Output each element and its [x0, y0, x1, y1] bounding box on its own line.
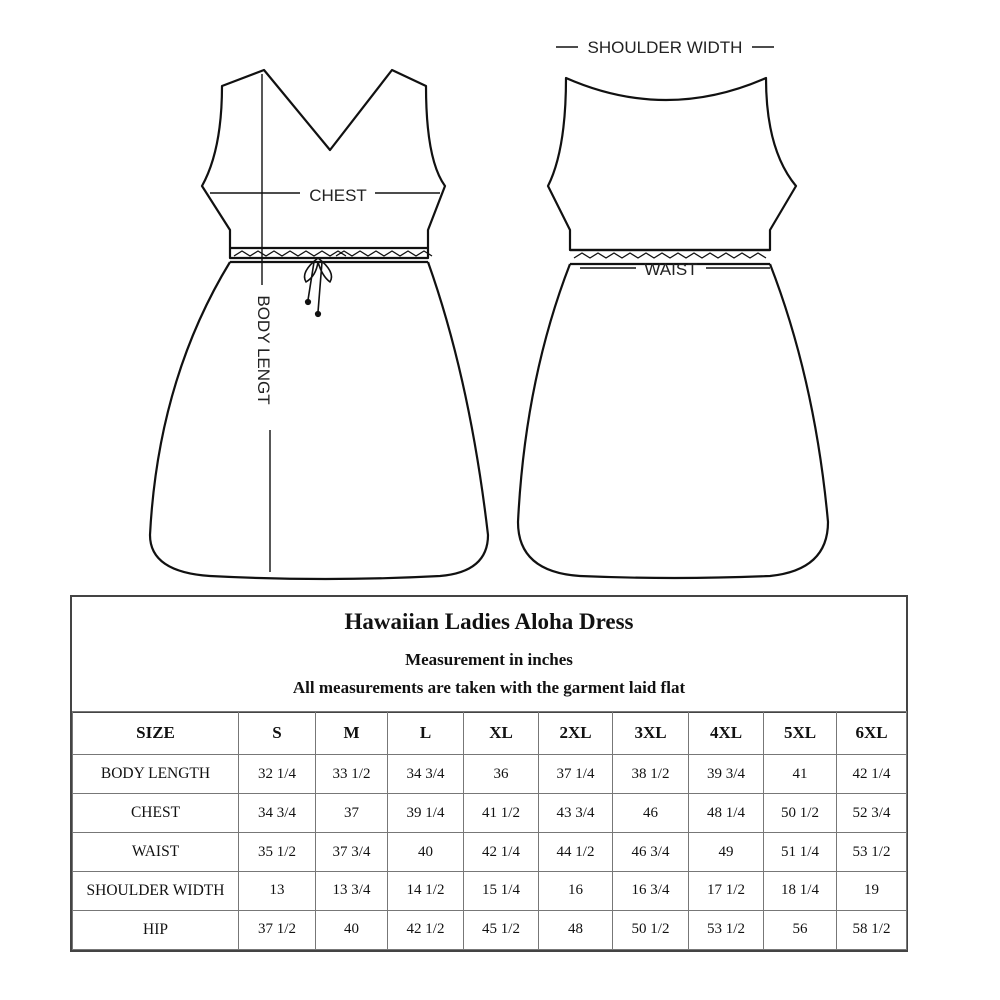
table-cell: 38 1/2	[613, 755, 689, 794]
size-header-cell: SIZE	[73, 712, 239, 755]
table-row-hip	[73, 910, 907, 949]
body-length-label: BODY LENGT	[254, 295, 273, 405]
table-cell: 41	[764, 755, 837, 794]
table-cell: 46 3/4	[613, 833, 689, 872]
size-2xl: 2XL	[539, 712, 613, 755]
chest-label: CHEST	[309, 186, 367, 205]
table-cell: 39 1/4	[388, 794, 464, 833]
table-cell: 13 3/4	[316, 871, 388, 910]
table-cell: 36	[464, 755, 539, 794]
table-cell: 35 1/2	[239, 833, 316, 872]
table-cell: 13	[239, 871, 316, 910]
table-cell: 53 1/2	[837, 833, 907, 872]
back-bodice-outline	[548, 78, 796, 250]
table-cell: 14 1/2	[388, 871, 464, 910]
front-bodice-outline	[202, 70, 445, 258]
size-s: S	[239, 712, 316, 755]
table-cell: 52 3/4	[837, 794, 907, 833]
table-cell: 37 1/2	[239, 910, 316, 949]
front-waistband-zigzag	[234, 251, 432, 256]
table-row-body-length	[73, 755, 907, 794]
size-l: L	[388, 712, 464, 755]
size-table	[72, 711, 907, 950]
back-skirt-outline	[518, 264, 828, 578]
table-cell: 42 1/4	[837, 755, 907, 794]
table-cell: 48	[539, 910, 613, 949]
front-tie-bead	[316, 312, 320, 316]
row-label: WAIST	[73, 833, 239, 872]
table-cell: 37	[316, 794, 388, 833]
table-cell: 45 1/2	[464, 910, 539, 949]
table-cell: 33 1/2	[316, 755, 388, 794]
chart-subtitle: Measurement in inches	[405, 650, 573, 669]
table-cell: 34 3/4	[388, 755, 464, 794]
table-cell: 58 1/2	[837, 910, 907, 949]
table-cell: 41 1/2	[464, 794, 539, 833]
row-label: CHEST	[73, 794, 239, 833]
table-cell: 56	[764, 910, 837, 949]
row-label: HIP	[73, 910, 239, 949]
table-cell: 46	[613, 794, 689, 833]
table-cell: 50 1/2	[764, 794, 837, 833]
size-5xl: 5XL	[764, 712, 837, 755]
dress-front-view	[150, 70, 488, 579]
size-header-row	[73, 712, 907, 755]
table-cell: 16	[539, 871, 613, 910]
size-chart	[70, 595, 908, 952]
table-cell: 37 1/4	[539, 755, 613, 794]
size-4xl: 4XL	[689, 712, 764, 755]
size-6xl: 6XL	[837, 712, 907, 755]
size-xl: XL	[464, 712, 539, 755]
table-cell: 39 3/4	[689, 755, 764, 794]
table-cell: 15 1/4	[464, 871, 539, 910]
row-label: BODY LENGTH	[73, 755, 239, 794]
table-cell: 40	[388, 833, 464, 872]
table-cell: 42 1/4	[464, 833, 539, 872]
chart-title: Hawaiian Ladies Aloha Dress	[344, 609, 634, 634]
table-cell: 37 3/4	[316, 833, 388, 872]
back-waistband-zigzag	[574, 253, 766, 258]
table-cell: 49	[689, 833, 764, 872]
table-cell: 18 1/4	[764, 871, 837, 910]
chart-note: All measurements are taken with the garment laid flat	[292, 678, 686, 697]
table-cell: 51 1/4	[764, 833, 837, 872]
table-cell: 50 1/2	[613, 910, 689, 949]
shoulder-width-label: SHOULDER WIDTH	[587, 38, 743, 57]
table-row-chest	[73, 794, 907, 833]
table-cell: 43 3/4	[539, 794, 613, 833]
table-row-shoulder-width	[73, 871, 907, 910]
table-cell: 16 3/4	[613, 871, 689, 910]
table-cell: 48 1/4	[689, 794, 764, 833]
table-cell: 32 1/4	[239, 755, 316, 794]
size-3xl: 3XL	[613, 712, 689, 755]
table-cell: 42 1/2	[388, 910, 464, 949]
dress-back-view	[518, 47, 828, 578]
table-cell: 34 3/4	[239, 794, 316, 833]
table-row-waist	[73, 833, 907, 872]
table-cell: 40	[316, 910, 388, 949]
chart-header	[72, 597, 906, 713]
size-m: M	[316, 712, 388, 755]
table-cell: 17 1/2	[689, 871, 764, 910]
waist-label: WAIST	[644, 260, 698, 279]
row-label: SHOULDER WIDTH	[73, 871, 239, 910]
table-cell: 19	[837, 871, 907, 910]
table-cell: 53 1/2	[689, 910, 764, 949]
table-cell: 44 1/2	[539, 833, 613, 872]
front-skirt-outline	[150, 262, 488, 579]
front-tie-bead	[306, 300, 310, 304]
